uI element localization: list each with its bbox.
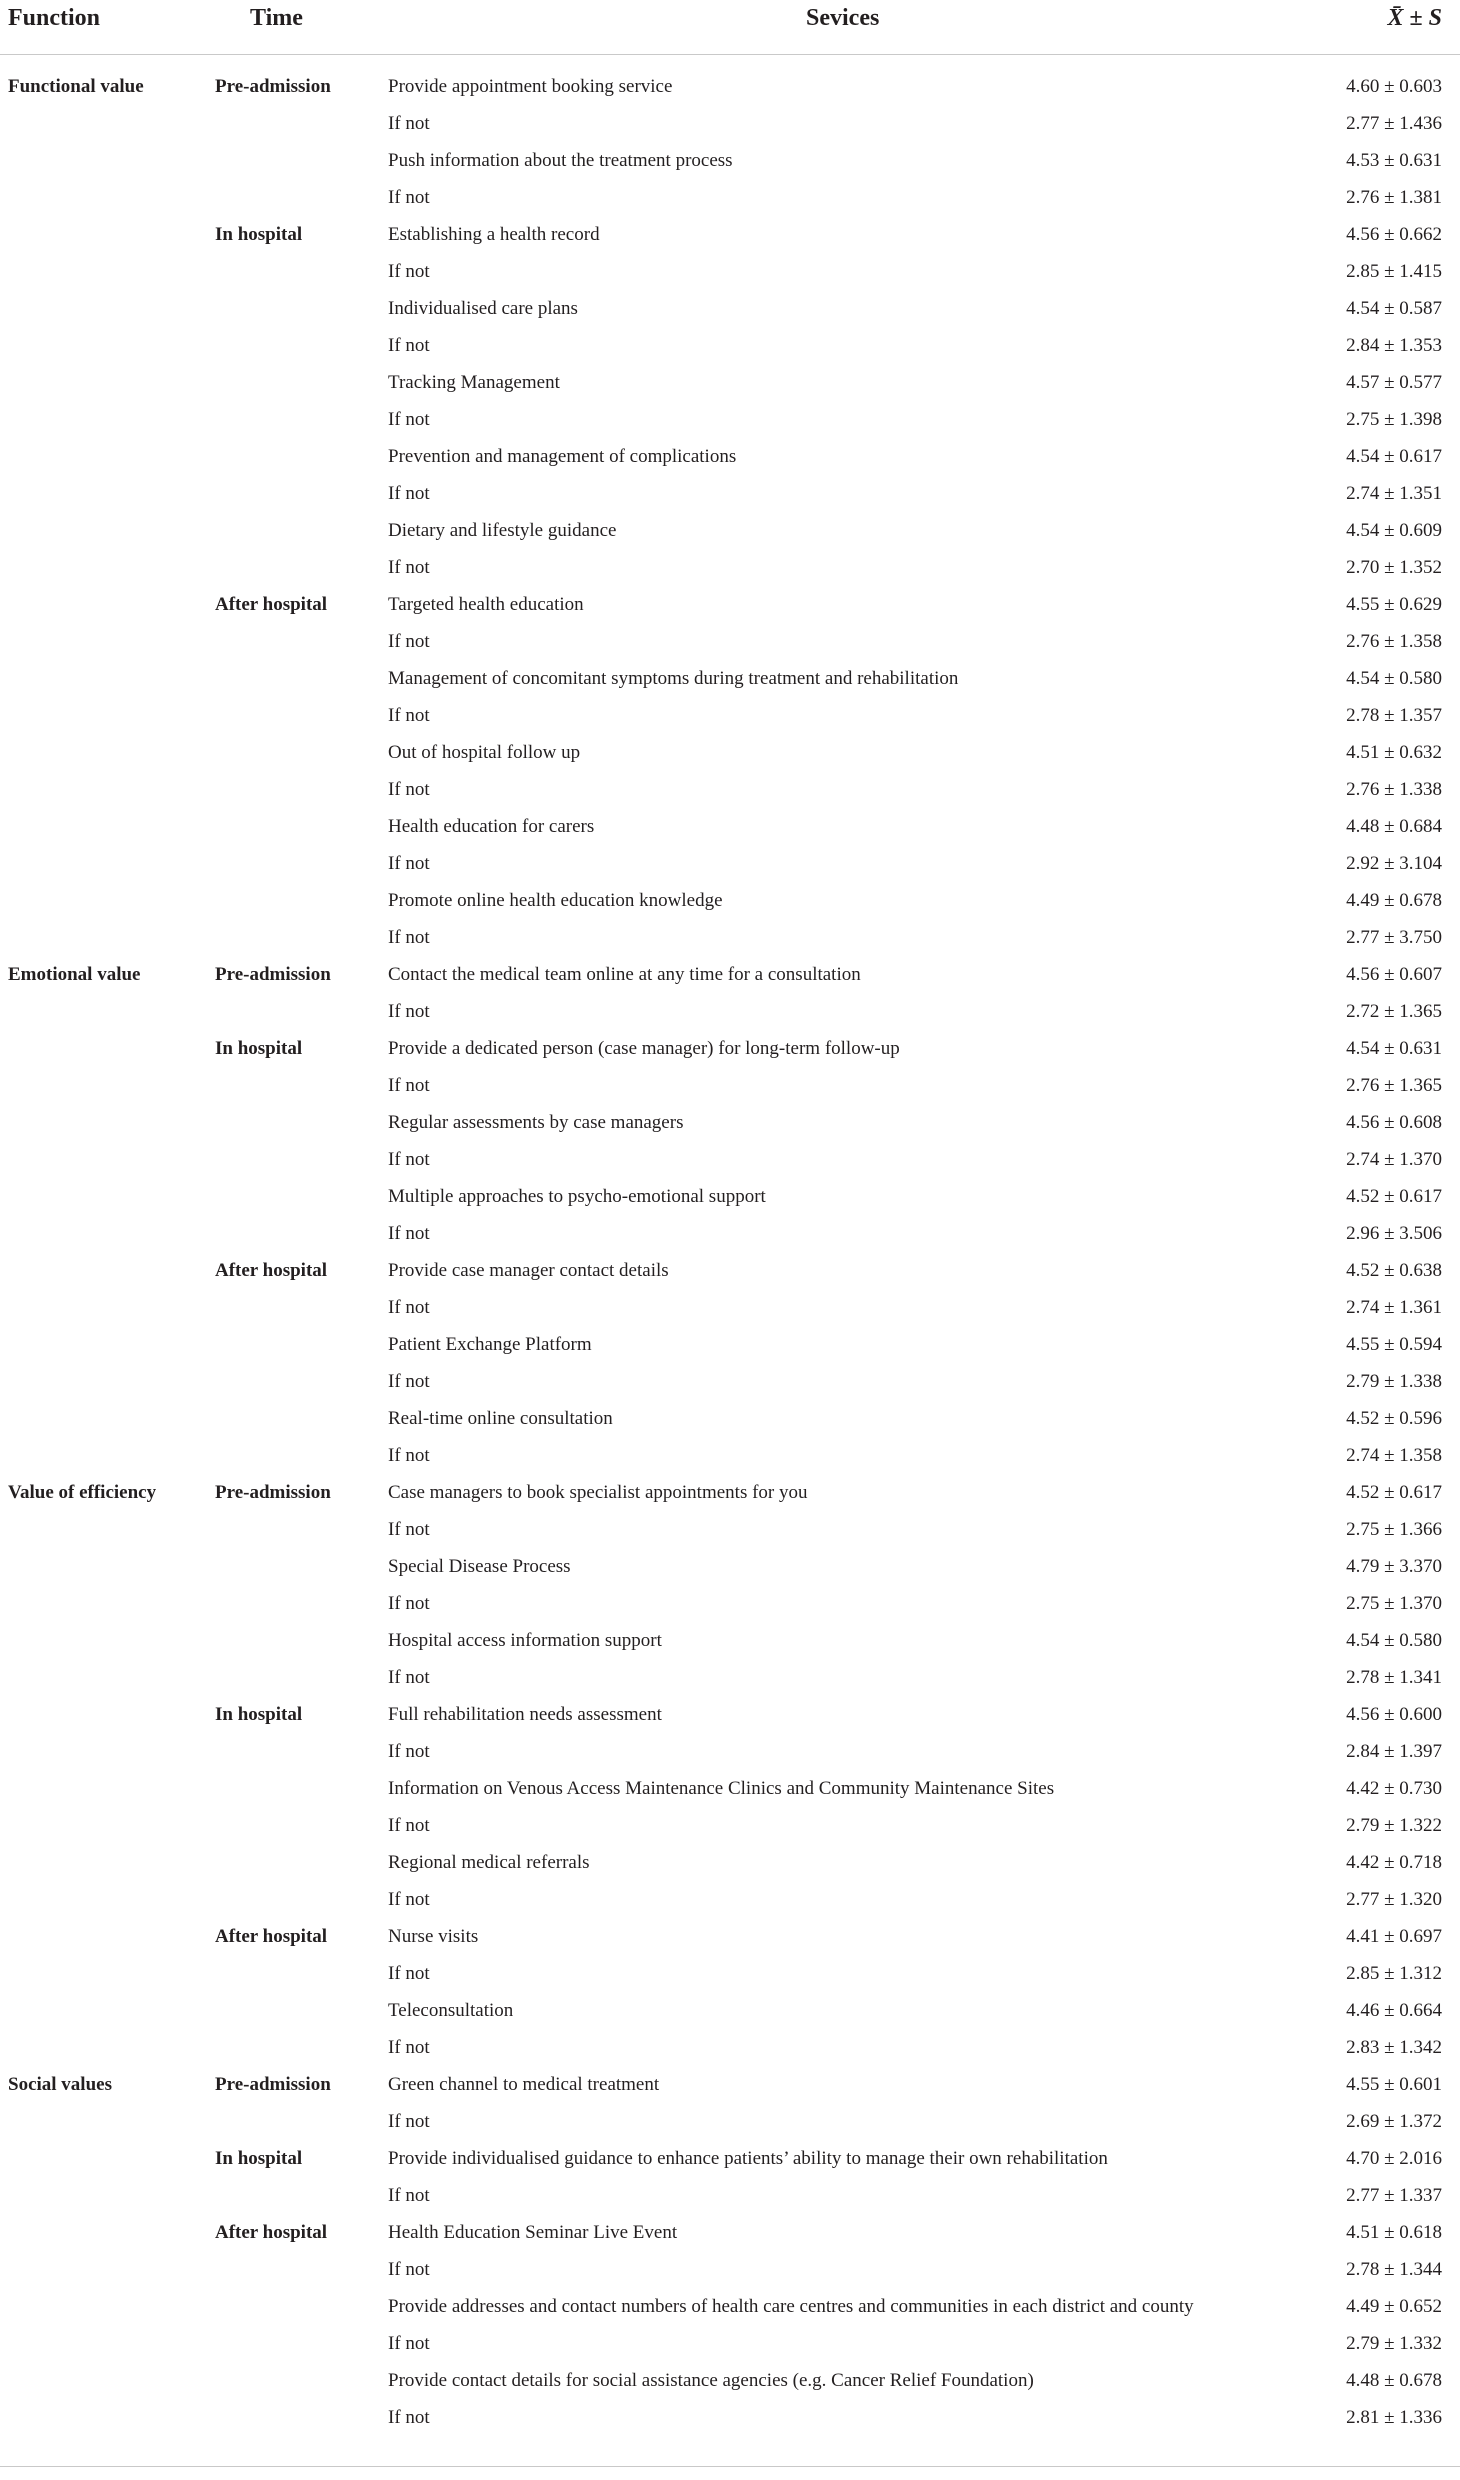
mean-sd-cell: 2.77 ± 1.436	[1346, 113, 1442, 134]
table-row	[0, 405, 1460, 435]
service-cell: If not	[388, 2111, 430, 2132]
service-cell: Out of hospital follow up	[388, 742, 581, 763]
table-row	[0, 1404, 1460, 1434]
service-cell: If not	[388, 113, 430, 134]
header-services: Sevices	[806, 5, 880, 31]
mean-sd-cell: 4.57 ± 0.577	[1346, 372, 1442, 393]
service-cell: If not	[388, 705, 430, 726]
mean-sd-cell: 4.53 ± 0.631	[1346, 150, 1442, 171]
service-cell: Regular assessments by case managers	[388, 1112, 684, 1133]
mean-sd-cell: 2.75 ± 1.370	[1346, 1593, 1442, 1614]
table-row	[0, 2292, 1460, 2322]
mean-sd-cell: 2.70 ± 1.352	[1346, 557, 1442, 578]
mean-sd-cell: 2.78 ± 1.344	[1346, 2259, 1442, 2280]
service-cell: Information on Venous Access Maintenance Clinics and Community Maintenance Sites	[388, 1778, 1055, 1799]
service-cell: Hospital access information support	[388, 1630, 662, 1651]
mean-sd-cell: 2.83 ± 1.342	[1346, 2037, 1442, 2058]
table-row	[0, 2329, 1460, 2359]
mean-sd-cell: 4.60 ± 0.603	[1346, 76, 1442, 97]
time-cell: In hospital	[215, 224, 303, 245]
service-cell: Contact the medical team online at any time for a consultation	[388, 964, 861, 985]
mean-sd-cell: 2.96 ± 3.506	[1346, 1223, 1442, 1244]
service-cell: If not	[388, 409, 430, 430]
service-cell: If not	[388, 631, 430, 652]
table-row	[0, 1885, 1460, 1915]
mean-sd-cell: 2.84 ± 1.353	[1346, 335, 1442, 356]
service-cell: Targeted health education	[388, 594, 584, 615]
table-row	[0, 849, 1460, 879]
mean-sd-cell: 2.74 ± 1.361	[1346, 1297, 1442, 1318]
service-cell: If not	[388, 2333, 430, 2354]
mean-sd-cell: 2.79 ± 1.338	[1346, 1371, 1442, 1392]
mean-sd-cell: 4.51 ± 0.632	[1346, 742, 1442, 763]
table-row	[0, 183, 1460, 213]
mean-sd-cell: 2.85 ± 1.415	[1346, 261, 1442, 282]
service-cell: Tracking Management	[388, 372, 560, 393]
table-row	[0, 923, 1460, 953]
service-cell: If not	[388, 1963, 430, 1984]
service-cell: Full rehabilitation needs assessment	[388, 1704, 662, 1725]
service-cell: Provide appointment booking service	[388, 76, 673, 97]
table-row	[0, 1108, 1460, 1138]
time-cell: In hospital	[215, 1038, 303, 1059]
service-cell: If not	[388, 1889, 430, 1910]
service-cell: If not	[388, 1667, 430, 1688]
table-row	[0, 812, 1460, 842]
function-cell: Functional value	[8, 76, 144, 97]
service-cell: If not	[388, 2259, 430, 2280]
service-cell: Dietary and lifestyle guidance	[388, 520, 617, 541]
service-cell: If not	[388, 1223, 430, 1244]
service-cell: Promote online health education knowledge	[388, 890, 723, 911]
mean-sd-cell: 2.72 ± 1.365	[1346, 1001, 1442, 1022]
header-mean-sd: X̄ ± S	[1387, 5, 1442, 31]
mean-sd-cell: 2.76 ± 1.338	[1346, 779, 1442, 800]
service-cell: Teleconsultation	[388, 2000, 514, 2021]
mean-sd-cell: 2.74 ± 1.370	[1346, 1149, 1442, 1170]
service-cell: If not	[388, 1815, 430, 1836]
mean-sd-cell: 4.49 ± 0.678	[1346, 890, 1442, 911]
table-row	[0, 1811, 1460, 1841]
table-row	[0, 2366, 1460, 2396]
mean-sd-cell: 4.54 ± 0.617	[1346, 446, 1442, 467]
mean-sd-cell: 2.76 ± 1.358	[1346, 631, 1442, 652]
table-row	[0, 1145, 1460, 1175]
table-row	[0, 146, 1460, 176]
service-cell: Special Disease Process	[388, 1556, 571, 1577]
table-row	[0, 2255, 1460, 2285]
time-cell: In hospital	[215, 2148, 303, 2169]
mean-sd-cell: 2.92 ± 3.104	[1346, 853, 1442, 874]
service-cell: If not	[388, 187, 430, 208]
service-cell: If not	[388, 1445, 430, 1466]
table-row	[0, 590, 1460, 620]
mean-sd-cell: 4.55 ± 0.594	[1346, 1334, 1442, 1355]
service-cell: If not	[388, 779, 430, 800]
table-row	[0, 1737, 1460, 1767]
table-row	[0, 2033, 1460, 2063]
time-cell: After hospital	[215, 2222, 328, 2243]
table-row	[0, 1515, 1460, 1545]
table-row	[0, 886, 1460, 916]
time-cell: Pre-admission	[215, 964, 331, 985]
table-row	[0, 1589, 1460, 1619]
table-row	[0, 1478, 1460, 1508]
service-cell: Provide individualised guidance to enhance patients’ ability to manage their own rehabilitation	[388, 2148, 1108, 2169]
service-cell: If not	[388, 483, 430, 504]
table-row	[0, 1626, 1460, 1656]
service-cell: If not	[388, 1593, 430, 1614]
mean-sd-cell: 4.54 ± 0.609	[1346, 520, 1442, 541]
service-cell: If not	[388, 1371, 430, 1392]
time-cell: Pre-admission	[215, 2074, 331, 2095]
mean-sd-cell: 2.84 ± 1.397	[1346, 1741, 1442, 1762]
mean-sd-cell: 2.79 ± 1.322	[1346, 1815, 1442, 1836]
service-cell: If not	[388, 1741, 430, 1762]
mean-sd-cell: 4.79 ± 3.370	[1346, 1556, 1442, 1577]
mean-sd-cell: 2.76 ± 1.381	[1346, 187, 1442, 208]
table-row	[0, 1848, 1460, 1878]
service-cell: Multiple approaches to psycho-emotional support	[388, 1186, 766, 1207]
mean-sd-cell: 4.70 ± 2.016	[1346, 2148, 1442, 2169]
service-cell: If not	[388, 557, 430, 578]
mean-sd-cell: 2.78 ± 1.357	[1346, 705, 1442, 726]
service-cell: Regional medical referrals	[388, 1852, 590, 1873]
mean-sd-cell: 4.54 ± 0.631	[1346, 1038, 1442, 1059]
service-cell: If not	[388, 2185, 430, 2206]
service-cell: If not	[388, 1149, 430, 1170]
service-cell: Provide a dedicated person (case manager) for long-term follow-up	[388, 1038, 900, 1059]
mean-sd-cell: 4.42 ± 0.730	[1346, 1778, 1442, 1799]
mean-sd-cell: 2.85 ± 1.312	[1346, 1963, 1442, 1984]
mean-sd-cell: 2.74 ± 1.358	[1346, 1445, 1442, 1466]
time-cell: After hospital	[215, 1926, 328, 1947]
service-cell: Health Education Seminar Live Event	[388, 2222, 678, 2243]
function-cell: Social values	[8, 2074, 112, 2095]
mean-sd-cell: 4.54 ± 0.580	[1346, 668, 1442, 689]
service-cell: Real-time online consultation	[388, 1408, 613, 1429]
table-row	[0, 627, 1460, 657]
table-row	[0, 997, 1460, 1027]
table-row	[0, 1256, 1460, 1286]
mean-sd-cell: 2.74 ± 1.351	[1346, 483, 1442, 504]
mean-sd-cell: 4.56 ± 0.600	[1346, 1704, 1442, 1725]
mean-sd-cell: 4.48 ± 0.678	[1346, 2370, 1442, 2391]
mean-sd-cell: 4.55 ± 0.601	[1346, 2074, 1442, 2095]
mean-sd-cell: 4.56 ± 0.607	[1346, 964, 1442, 985]
service-cell: Health education for carers	[388, 816, 595, 837]
mean-sd-cell: 2.81 ± 1.336	[1346, 2407, 1442, 2428]
service-cell: If not	[388, 1519, 430, 1540]
service-cell: Provide case manager contact details	[388, 1260, 669, 1281]
table-row	[0, 1034, 1460, 1064]
mean-sd-cell: 2.76 ± 1.365	[1346, 1075, 1442, 1096]
mean-sd-cell: 2.75 ± 1.366	[1346, 1519, 1442, 1540]
table-row	[0, 2403, 1460, 2433]
service-cell: Green channel to medical treatment	[388, 2074, 660, 2095]
service-cell: If not	[388, 1297, 430, 1318]
table-row	[0, 1663, 1460, 1693]
mean-sd-cell: 2.77 ± 3.750	[1346, 927, 1442, 948]
bottom-rule	[0, 2466, 1460, 2467]
table-row	[0, 368, 1460, 398]
table-row	[0, 2070, 1460, 2100]
table-row	[0, 220, 1460, 250]
table-row	[0, 109, 1460, 139]
service-cell: If not	[388, 335, 430, 356]
time-cell: After hospital	[215, 594, 328, 615]
mean-sd-cell: 4.54 ± 0.587	[1346, 298, 1442, 319]
mean-sd-cell: 4.46 ± 0.664	[1346, 2000, 1442, 2021]
table-row	[0, 775, 1460, 805]
mean-sd-cell: 4.56 ± 0.608	[1346, 1112, 1442, 1133]
mean-sd-cell: 2.79 ± 1.332	[1346, 2333, 1442, 2354]
table-row	[0, 294, 1460, 324]
table-row	[0, 553, 1460, 583]
table-row	[0, 2144, 1460, 2174]
table-row	[0, 2218, 1460, 2248]
service-cell: Provide addresses and contact numbers of health care centres and communities in each district and county	[388, 2296, 1194, 2317]
mean-sd-cell: 4.55 ± 0.629	[1346, 594, 1442, 615]
mean-sd-cell: 2.77 ± 1.320	[1346, 1889, 1442, 1910]
table-row	[0, 1330, 1460, 1360]
table-row	[0, 1182, 1460, 1212]
table-row	[0, 2181, 1460, 2211]
mean-sd-cell: 4.52 ± 0.638	[1346, 1260, 1442, 1281]
mean-sd-cell: 4.51 ± 0.618	[1346, 2222, 1442, 2243]
mean-sd-cell: 2.69 ± 1.372	[1346, 2111, 1442, 2132]
service-cell: Nurse visits	[388, 1926, 479, 1947]
table-row	[0, 664, 1460, 694]
service-cell: Individualised care plans	[388, 298, 578, 319]
header-rule	[0, 54, 1460, 55]
table-row	[0, 1441, 1460, 1471]
time-cell: Pre-admission	[215, 1482, 331, 1503]
service-cell: If not	[388, 2037, 430, 2058]
service-cell: If not	[388, 1075, 430, 1096]
table-row	[0, 1219, 1460, 1249]
mean-sd-cell: 4.54 ± 0.580	[1346, 1630, 1442, 1651]
table-row	[0, 738, 1460, 768]
service-cell: If not	[388, 1001, 430, 1022]
service-cell: Provide contact details for social assistance agencies (e.g. Cancer Relief Foundation)	[388, 2370, 1034, 2391]
mean-sd-cell: 4.52 ± 0.596	[1346, 1408, 1442, 1429]
table-row	[0, 442, 1460, 472]
service-cell: Patient Exchange Platform	[388, 1334, 592, 1355]
table-row	[0, 1071, 1460, 1101]
table-row	[0, 72, 1460, 102]
table-row	[0, 2107, 1460, 2137]
mean-sd-cell: 4.41 ± 0.697	[1346, 1926, 1442, 1947]
mean-sd-cell: 4.42 ± 0.718	[1346, 1852, 1442, 1873]
header-time: Time	[250, 5, 303, 31]
function-cell: Value of efficiency	[8, 1482, 157, 1503]
table-row	[0, 331, 1460, 361]
table-row	[0, 479, 1460, 509]
table-row	[0, 960, 1460, 990]
mean-sd-cell: 4.49 ± 0.652	[1346, 2296, 1442, 2317]
time-cell: In hospital	[215, 1704, 303, 1725]
mean-sd-cell: 2.77 ± 1.337	[1346, 2185, 1442, 2206]
mean-sd-cell: 4.56 ± 0.662	[1346, 224, 1442, 245]
table-row	[0, 516, 1460, 546]
service-cell: Management of concomitant symptoms during treatment and rehabilitation	[388, 668, 959, 689]
time-cell: After hospital	[215, 1260, 328, 1281]
mean-sd-cell: 4.48 ± 0.684	[1346, 816, 1442, 837]
table-row	[0, 1774, 1460, 1804]
mean-sd-cell: 4.52 ± 0.617	[1346, 1482, 1442, 1503]
header-function: Function	[8, 5, 101, 31]
table-row	[0, 1959, 1460, 1989]
service-cell: Case managers to book specialist appointments for you	[388, 1482, 808, 1503]
service-cell: Establishing a health record	[388, 224, 600, 245]
table-row	[0, 701, 1460, 731]
service-cell: Prevention and management of complications	[388, 446, 737, 467]
table-row	[0, 257, 1460, 287]
function-cell: Emotional value	[8, 964, 141, 985]
service-cell: If not	[388, 261, 430, 282]
table-row	[0, 1367, 1460, 1397]
service-cell: If not	[388, 927, 430, 948]
service-cell: If not	[388, 2407, 430, 2428]
mean-sd-cell: 2.75 ± 1.398	[1346, 409, 1442, 430]
time-cell: Pre-admission	[215, 76, 331, 97]
table-row	[0, 1293, 1460, 1323]
service-cell: If not	[388, 853, 430, 874]
table-row	[0, 1700, 1460, 1730]
table-row	[0, 1922, 1460, 1952]
service-cell: Push information about the treatment process	[388, 150, 733, 171]
table-row	[0, 1552, 1460, 1582]
mean-sd-cell: 4.52 ± 0.617	[1346, 1186, 1442, 1207]
table-row	[0, 1996, 1460, 2026]
mean-sd-cell: 2.78 ± 1.341	[1346, 1667, 1442, 1688]
